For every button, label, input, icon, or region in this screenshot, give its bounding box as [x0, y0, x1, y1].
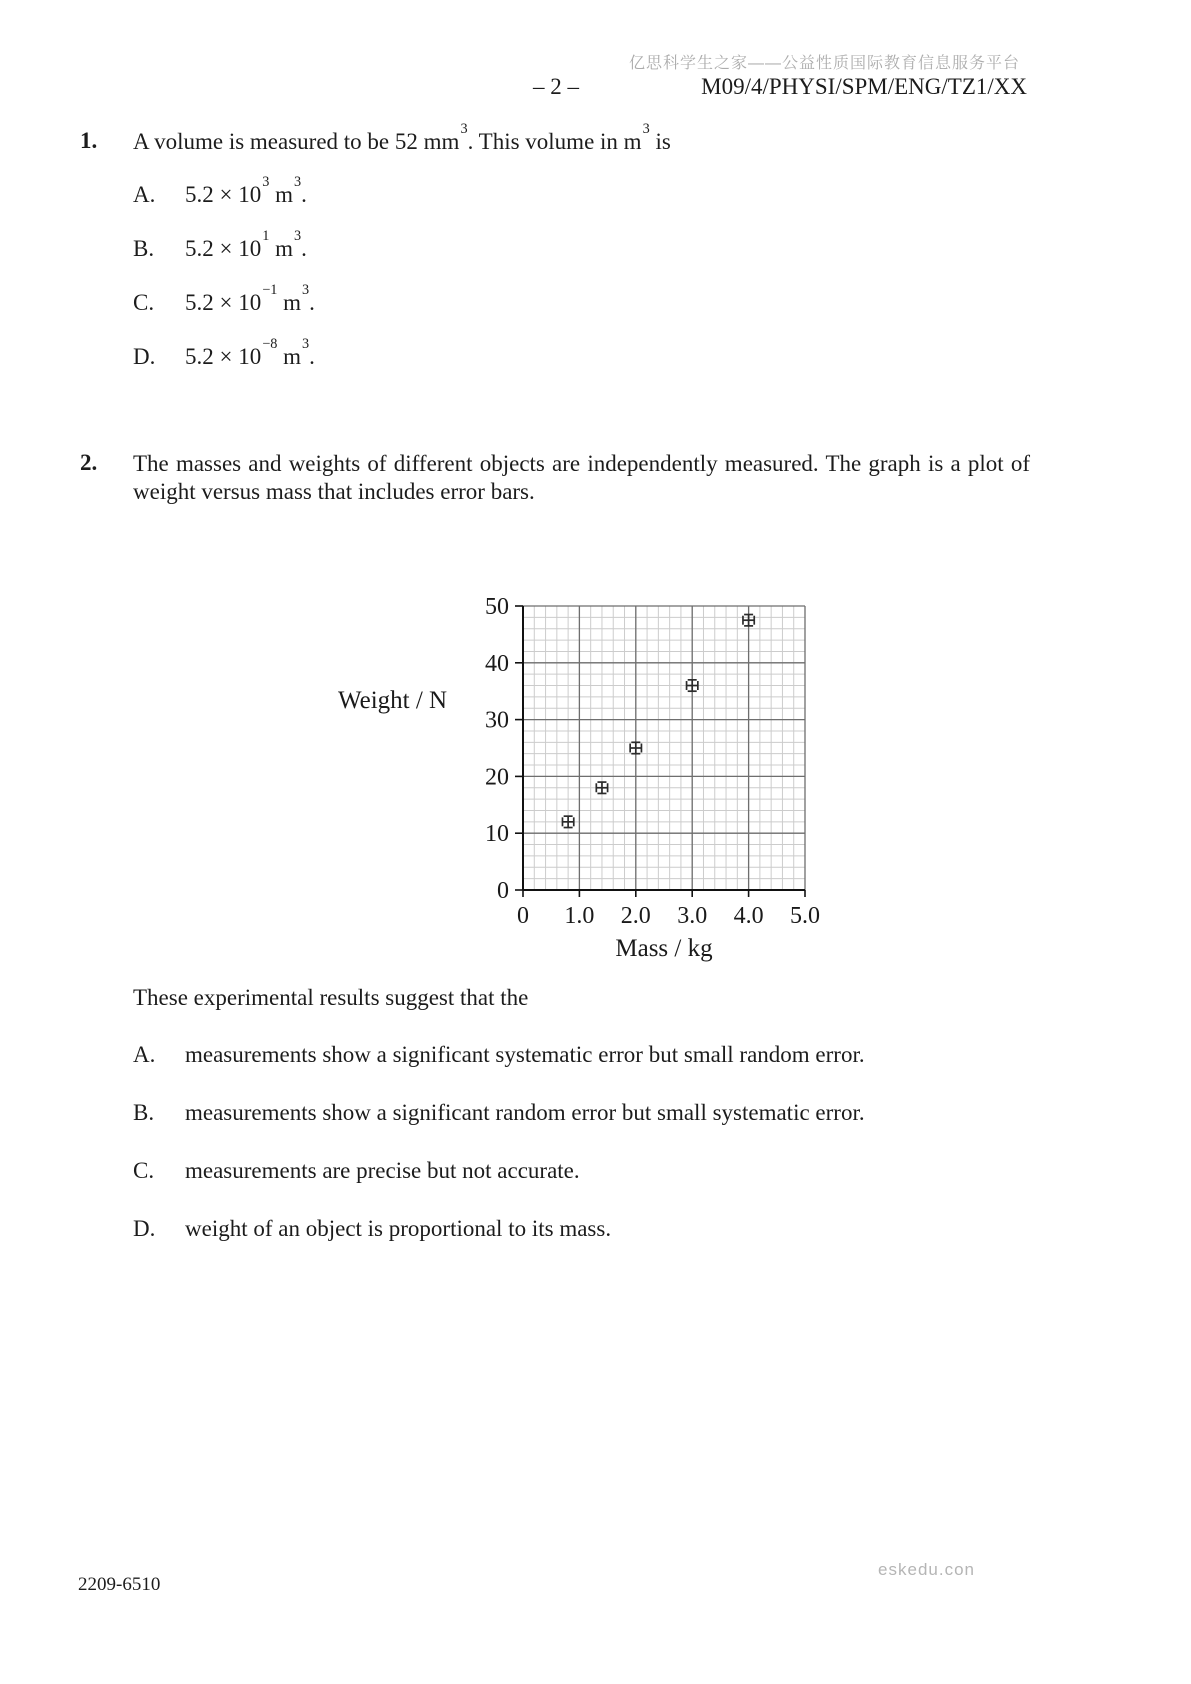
option-formula: $5.2 \times 10^{-8}$ $m^3$.	[185, 335, 315, 369]
q1-text-part: A volume is measured to be 52 mm	[133, 129, 460, 154]
q2-number: 2.	[80, 450, 98, 475]
q2-option-c	[133, 1157, 580, 1185]
x-tick-label: 0	[517, 903, 529, 929]
q2-option-d	[133, 1215, 611, 1243]
q1-option-c	[133, 281, 315, 317]
footer-paper-code: 2209-6510	[78, 1574, 161, 1595]
option-formula: $5.2 \times 10^3$ $m^3$.	[185, 173, 307, 207]
data-point	[562, 816, 573, 827]
header-watermark: 亿思科学生之家——公益性质国际教育信息服务平台	[629, 55, 1021, 72]
x-tick-label: 2.0	[620, 903, 651, 929]
option-letter: B.	[133, 236, 155, 261]
x-tick-label: 1.0	[564, 903, 595, 929]
option-letter: D.	[133, 344, 156, 369]
q1-text-part: . This volume in m	[467, 129, 642, 154]
weight-mass-chart-svg	[330, 548, 860, 968]
x-tick-label: 5.0	[790, 903, 820, 929]
y-tick-label: 10	[485, 821, 509, 848]
option-text: weight of an object is proportional to its mass.	[185, 1216, 612, 1241]
option-text: measurements show a significant random error but small systematic error.	[185, 1100, 865, 1125]
option-letter: B.	[133, 1100, 155, 1125]
q2-text-line2: weight versus mass that includes error bars.	[133, 479, 535, 504]
y-tick-label: 0	[497, 878, 509, 904]
x-axis-label: Mass / kg	[615, 935, 713, 962]
q2-text	[133, 450, 1030, 506]
option-letter: A.	[133, 1042, 156, 1067]
page-number: – 2 –	[533, 74, 579, 99]
q2-prompt: These experimental results suggest that the	[133, 985, 529, 1010]
data-point	[687, 680, 698, 691]
option-letter: C.	[133, 1158, 155, 1183]
option-letter: C.	[133, 290, 155, 315]
option-letter: A.	[133, 182, 156, 207]
option-formula: $5.2 \times 10^{-1}$ $m^3$.	[185, 281, 315, 315]
weight-mass-chart	[330, 548, 860, 968]
q1-exponent: 3	[460, 120, 468, 137]
q1-option-d	[133, 335, 315, 371]
q1-option-b	[133, 227, 307, 263]
y-tick-label: 20	[485, 764, 509, 791]
q1-number: 1.	[80, 128, 98, 153]
y-tick-label: 40	[485, 650, 509, 677]
q1-text	[133, 120, 1053, 156]
q2-option-b	[133, 1099, 865, 1127]
option-letter: D.	[133, 1216, 156, 1241]
q1-exponent: 3	[642, 120, 650, 137]
data-point	[743, 615, 754, 626]
x-tick-label: 3.0	[677, 903, 708, 929]
option-formula: $5.2 \times 10^1$ $m^3$.	[185, 227, 307, 261]
footer-site-watermark: eskedu.con	[878, 1560, 975, 1579]
q2-option-a	[133, 1041, 865, 1069]
paper-code: M09/4/PHYSI/SPM/ENG/TZ1/XX	[701, 74, 1027, 99]
option-text: measurements are precise but not accurate.	[185, 1158, 580, 1183]
q1-option-a	[133, 173, 307, 209]
y-tick-label: 30	[485, 707, 509, 734]
y-tick-label: 50	[485, 594, 509, 620]
y-axis-label: Weight / N	[338, 687, 448, 714]
q2-text-line1: The masses and weights of different objects are independently measured. The graph is a plot of	[133, 451, 1030, 476]
q1-text-part: is	[649, 129, 671, 154]
x-tick-label: 4.0	[733, 903, 764, 929]
data-point	[596, 782, 607, 793]
option-text: measurements show a significant systematic error but small random error.	[185, 1042, 865, 1067]
data-point	[630, 742, 641, 753]
